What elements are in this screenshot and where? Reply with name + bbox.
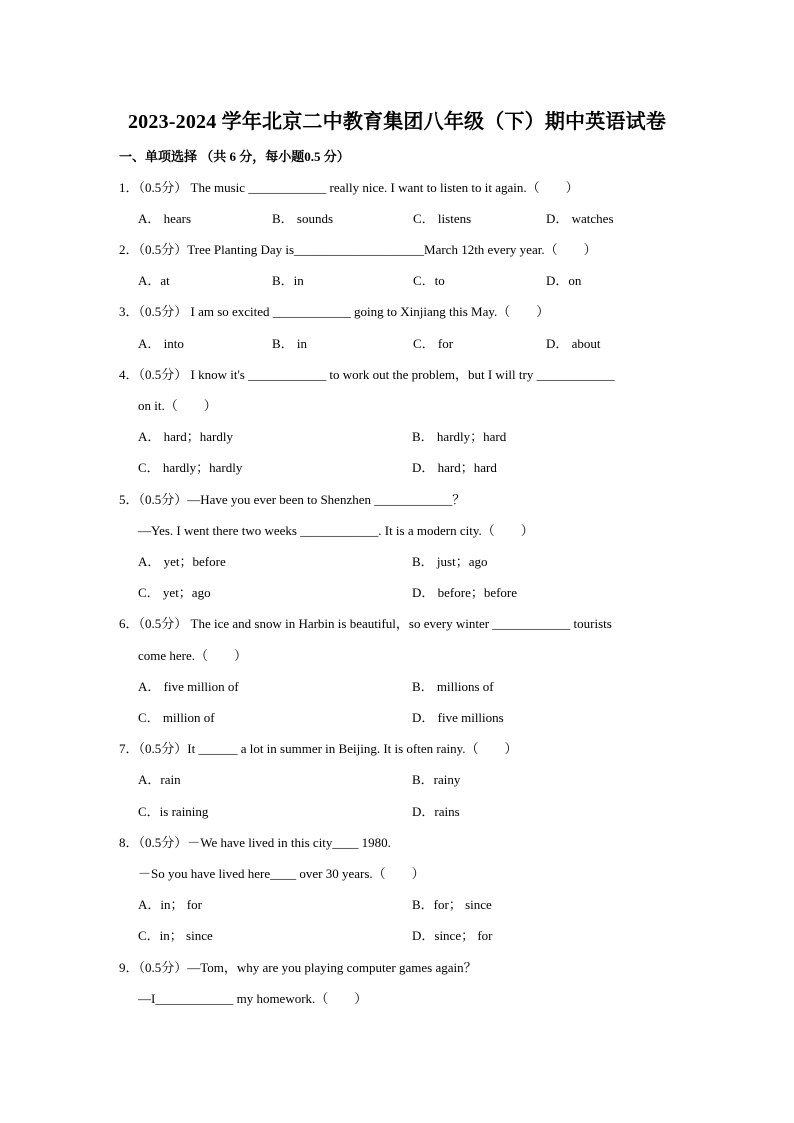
question-2-option-b[interactable]: B．in [272,273,304,288]
question-4-option-c[interactable]: C． hardly；hardly [138,460,243,475]
question-3-option-a[interactable]: A． into [138,336,184,351]
question-9-stem: 9．（0.5分）—Tom，why are you playing computer games again？ [119,960,477,975]
question-3-option-c[interactable]: C． for [413,336,454,351]
question-7-stem: 7．（0.5分）It ______ a lot in summer in Beijing. It is often rainy.（ ） [119,741,518,756]
question-6-option-d[interactable]: D． five millions [412,710,504,725]
question-8-stem-continued: －So you have lived here____ over 30 years.（ ） [138,866,425,881]
question-4-option-b[interactable]: B． hardly；hard [412,429,507,444]
question-1-stem: 1．（0.5分） The music ____________ really nice. I want to listen to it again.（ ） [119,180,579,195]
question-1-option-c[interactable]: C． listens [413,211,472,226]
question-5-stem: 5．（0.5分）—Have you ever been to Shenzhen ____________？ [119,492,466,507]
question-2-stem: 2．（0.5分）Tree Planting Day is____________________March 12th every year.（ ） [119,242,597,257]
question-4-stem: 4．（0.5分） I know it's ____________ to work out the problem，but I will try ____________ [119,367,615,382]
question-5-stem-continued: —Yes. I went there two weeks ____________. It is a modern city.（ ） [138,523,534,538]
question-2-option-a[interactable]: A．at [138,273,170,288]
question-8-option-c[interactable]: C．in； since [138,928,213,943]
question-6-option-a[interactable]: A． five million of [138,679,239,694]
question-4-stem-continued: on it.（ ） [138,398,217,413]
question-1-option-a[interactable]: A． hears [138,211,192,226]
question-5-option-d[interactable]: D． before；before [412,585,518,600]
question-9-stem-continued: —I____________ my homework.（ ） [138,991,368,1006]
question-7-option-b[interactable]: B．rainy [412,772,461,787]
question-6-stem: 6．（0.5分） The ice and snow in Harbin is beautiful，so every winter ____________ tourists [119,616,612,631]
question-6-stem-continued: come here.（ ） [138,648,248,663]
question-4-option-d[interactable]: D． hard；hard [412,460,497,475]
question-2-option-d[interactable]: D．on [546,273,582,288]
question-3-option-b[interactable]: B． in [272,336,308,351]
question-1-option-d[interactable]: D． watches [546,211,614,226]
question-2-option-c[interactable]: C．to [413,273,445,288]
question-5-option-c[interactable]: C． yet；ago [138,585,211,600]
question-3-option-d[interactable]: D． about [546,336,601,351]
question-5-option-a[interactable]: A． yet；before [138,554,226,569]
question-8-option-b[interactable]: B．for； since [412,897,492,912]
question-7-option-a[interactable]: A．rain [138,772,181,787]
question-6-option-b[interactable]: B． millions of [412,679,494,694]
question-7-option-d[interactable]: D．rains [412,804,460,819]
page-title: 2023-2024 学年北京二中教育集团八年级（下）期中英语试卷 [127,111,667,133]
question-8-stem: 8．（0.5分）－We have lived in this city____ 1980. [119,835,391,850]
question-8-option-a[interactable]: A．in； for [138,897,202,912]
question-6-option-c[interactable]: C． million of [138,710,215,725]
question-1-option-b[interactable]: B． sounds [272,211,334,226]
question-4-option-a[interactable]: A． hard；hardly [138,429,233,444]
question-7-option-c[interactable]: C．is raining [138,804,209,819]
question-8-option-d[interactable]: D．since； for [412,928,493,943]
question-5-option-b[interactable]: B． just；ago [412,554,488,569]
section-heading: 一、单项选择 （共 6 分，每小题0.5 分） [119,149,350,164]
question-3-stem: 3．（0.5分） I am so excited ____________ going to Xinjiang this May.（ ） [119,304,550,319]
